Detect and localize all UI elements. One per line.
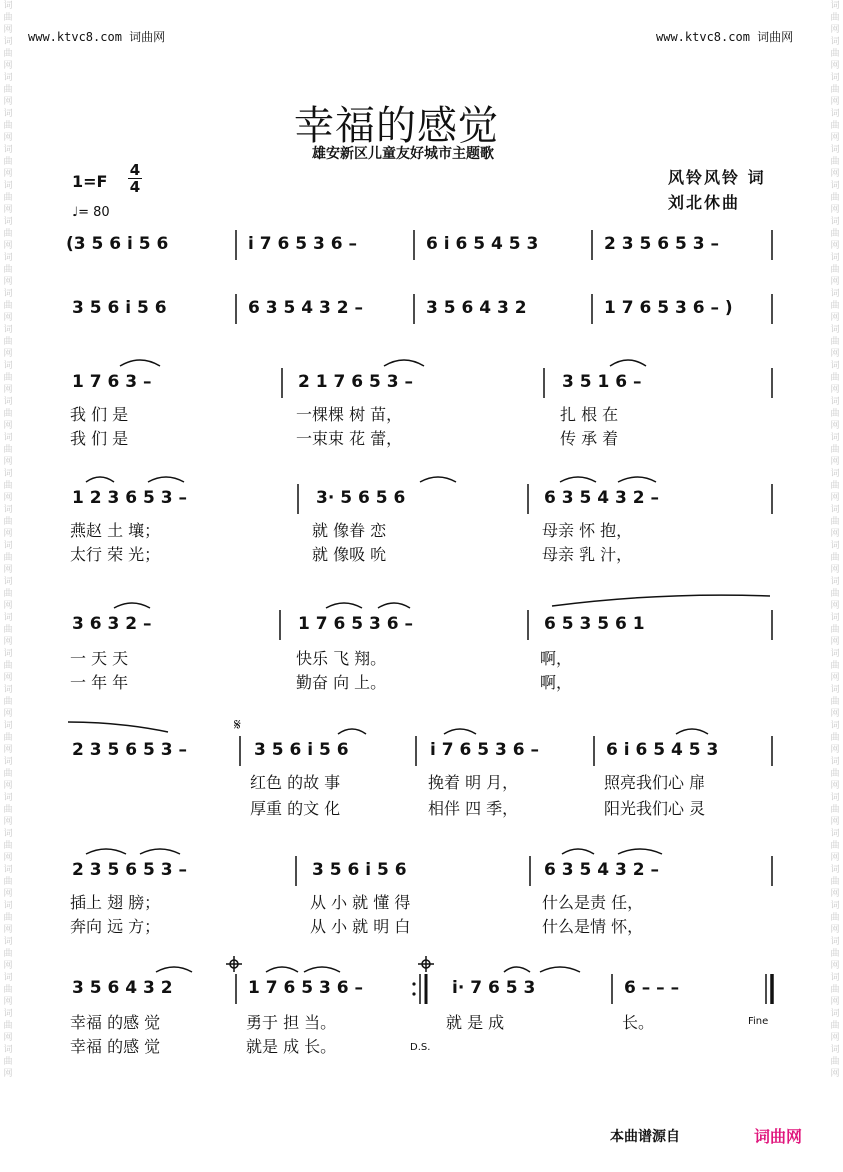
r6-l1-c: 挽着 明 月， bbox=[428, 773, 519, 792]
slur bbox=[420, 477, 456, 482]
r7-m1: 2 3 5 6 5 3 – bbox=[72, 860, 187, 880]
slur bbox=[504, 967, 530, 972]
slur bbox=[338, 729, 366, 734]
r7-l1-a: 插上 翅 膀； bbox=[70, 893, 161, 912]
time-sig-top: 4 bbox=[129, 161, 141, 179]
r8-l1-a: 幸福 的感 觉 bbox=[70, 1013, 161, 1032]
r3-l1-c: 扎 根 在 bbox=[560, 405, 619, 424]
r4-l2-b: 就 像吸 吮 bbox=[312, 545, 387, 564]
r8-l1-c: 就 是 成 bbox=[446, 1013, 505, 1032]
slur bbox=[304, 967, 340, 972]
r4-m1: 1 2 3 6 5 3 – bbox=[72, 488, 187, 508]
r6-l1-b: 红色 的故 事 bbox=[250, 773, 341, 792]
slur bbox=[156, 967, 192, 972]
r4-l1-a: 燕赵 土 壤； bbox=[70, 521, 161, 540]
slur bbox=[378, 603, 410, 608]
slur bbox=[148, 477, 184, 482]
r5-l2-a: 一 年 年 bbox=[70, 673, 129, 692]
r4-l2-a: 太行 荣 光； bbox=[70, 545, 161, 564]
r5-m1: 3 6 3 2 – bbox=[72, 614, 152, 634]
r6-m2: 3 5 6 i 5 6 bbox=[254, 740, 349, 760]
r3-m1: 1 7 6 3 – bbox=[72, 372, 152, 392]
slur bbox=[444, 729, 476, 734]
slur bbox=[610, 360, 646, 366]
r5-l1-a: 一 天 天 bbox=[70, 649, 129, 668]
r8-m1: 3 5 6 4 3 2 bbox=[72, 978, 173, 998]
fine-marking: Fine bbox=[748, 1016, 769, 1027]
r3-l2-a: 我 们 是 bbox=[70, 429, 129, 448]
site-header-left[interactable]: www.ktvc8.com 词曲网 bbox=[28, 30, 166, 44]
slur bbox=[68, 722, 168, 732]
r6-l2-b: 厚重 的文 化 bbox=[250, 799, 341, 818]
r7-l1-c: 什么是责 任， bbox=[542, 893, 644, 912]
r4-l1-c: 母亲 怀 抱， bbox=[542, 521, 633, 540]
r1-m2: i 7 6 5 3 6 – bbox=[248, 234, 357, 254]
lyricist-credit: 风铃风铃 词 bbox=[668, 168, 766, 187]
watermark-right: 词曲网词曲网词曲网词曲网词曲网词曲网词曲网词曲网词曲网词曲网词曲网词曲网词曲网词曲网词曲网词曲网词曲网词曲网词曲网词曲网词曲网词曲网词曲网词曲网词曲网词曲网词曲网词曲网词曲网词曲网 bbox=[830, 1, 840, 1079]
slur bbox=[266, 967, 298, 972]
r8-l1-d: 长。 bbox=[622, 1013, 655, 1032]
r4-m3: 6 3 5 4 3 2 – bbox=[544, 488, 659, 508]
r5-l1-c: 啊， bbox=[540, 649, 573, 668]
slur bbox=[326, 603, 362, 608]
r1-m4: 2 3 5 6 5 3 – bbox=[604, 234, 719, 254]
r6-l2-d: 阳光我们心 灵 bbox=[604, 799, 706, 818]
slur bbox=[560, 477, 596, 482]
r7-l1-b: 从 小 就 懂 得 bbox=[310, 893, 411, 912]
r4-l1-b: 就 像眷 恋 bbox=[312, 521, 387, 540]
slur bbox=[676, 729, 708, 734]
r8-l2-a: 幸福 的感 觉 bbox=[70, 1037, 161, 1056]
r6-m1: 2 3 5 6 5 3 – bbox=[72, 740, 187, 760]
r8-m2: 1 7 6 5 3 6 – bbox=[248, 978, 363, 998]
r2-m4: 1 7 6 5 3 6 – ) bbox=[604, 298, 733, 318]
r5-l2-c: 啊， bbox=[540, 673, 573, 692]
slur bbox=[140, 849, 180, 854]
song-title: 幸福的感觉 bbox=[294, 103, 499, 149]
r6-l1-d: 照亮我们心 扉 bbox=[604, 773, 706, 792]
r3-m2: 2 1 7 6 5 3 – bbox=[298, 372, 413, 392]
r1-m1: (3 5 6 i 5 6 bbox=[66, 234, 169, 254]
time-sig-bottom: 4 bbox=[129, 178, 141, 196]
site-header-right[interactable]: www.ktvc8.com 词曲网 bbox=[656, 30, 794, 44]
slur bbox=[86, 477, 114, 482]
quarter-note-icon: ♩ bbox=[72, 205, 79, 220]
r7-l2-b: 从 小 就 明 白 bbox=[310, 917, 411, 936]
r7-m2: 3 5 6 i 5 6 bbox=[312, 860, 407, 880]
slur bbox=[540, 967, 580, 972]
r8-m4: 6 – – – bbox=[624, 978, 680, 998]
key-signature: 1=F bbox=[72, 172, 108, 191]
footer-source-label: 本曲谱源自 bbox=[610, 1129, 680, 1145]
r3-l2-c: 传 承 着 bbox=[560, 429, 619, 448]
r3-l1-b: 一棵棵 树 苗， bbox=[296, 405, 403, 424]
r7-l2-c: 什么是情 怀， bbox=[542, 917, 644, 936]
footer-site-logo[interactable]: 词曲网 bbox=[754, 1127, 803, 1146]
r1-m3: 6 i 6 5 4 5 3 bbox=[426, 234, 539, 254]
repeat-dot bbox=[412, 992, 415, 995]
slur bbox=[86, 849, 126, 854]
r7-m3: 6 3 5 4 3 2 – bbox=[544, 860, 659, 880]
r8-l2-b: 就是 成 长。 bbox=[246, 1037, 337, 1056]
slur bbox=[562, 849, 594, 854]
r5-m2: 1 7 6 5 3 6 – bbox=[298, 614, 413, 634]
slur bbox=[552, 595, 770, 606]
tempo-value: = 80 bbox=[78, 205, 110, 220]
watermark-left: 词曲网词曲网词曲网词曲网词曲网词曲网词曲网词曲网词曲网词曲网词曲网词曲网词曲网词曲网词曲网词曲网词曲网词曲网词曲网词曲网词曲网词曲网词曲网词曲网词曲网词曲网词曲网词曲网词曲网词曲网 bbox=[3, 1, 13, 1079]
slur bbox=[114, 603, 150, 608]
repeat-dot bbox=[412, 982, 415, 985]
r4-l2-c: 母亲 乳 汁， bbox=[542, 545, 633, 564]
r8-m3: i· 7 6 5 3 bbox=[452, 978, 536, 998]
r8-l1-b: 勇于 担 当。 bbox=[246, 1013, 337, 1032]
r2-m3: 3 5 6 4 3 2 bbox=[426, 298, 527, 318]
r7-l2-a: 奔向 远 方； bbox=[70, 917, 161, 936]
song-subtitle: 雄安新区儿童友好城市主题歌 bbox=[312, 146, 494, 162]
slur bbox=[618, 849, 662, 854]
slur bbox=[120, 360, 160, 366]
r4-m2: 3· 5 6 5 6 bbox=[316, 488, 406, 508]
r2-m1: 3 5 6 i 5 6 bbox=[72, 298, 167, 318]
r5-l2-b: 勤奋 向 上。 bbox=[296, 673, 387, 692]
ds-marking: D.S. bbox=[410, 1042, 431, 1053]
r2-m2: 6 3 5 4 3 2 – bbox=[248, 298, 363, 318]
r3-m3: 3 5 1 6 – bbox=[562, 372, 642, 392]
segno-icon: 𝄋 bbox=[234, 715, 241, 734]
slur bbox=[618, 477, 656, 482]
r5-m3: 6 5 3 5 6 1 bbox=[544, 614, 645, 634]
composer-credit: 刘北休曲 bbox=[668, 193, 741, 212]
r6-l2-c: 相伴 四 季， bbox=[428, 799, 519, 818]
slur bbox=[384, 360, 424, 366]
r3-l2-b: 一束束 花 蕾， bbox=[296, 429, 403, 448]
r5-l1-b: 快乐 飞 翔。 bbox=[296, 649, 387, 668]
r6-m4: 6 i 6 5 4 5 3 bbox=[606, 740, 719, 760]
r6-m3: i 7 6 5 3 6 – bbox=[430, 740, 539, 760]
r3-l1-a: 我 们 是 bbox=[70, 405, 129, 424]
